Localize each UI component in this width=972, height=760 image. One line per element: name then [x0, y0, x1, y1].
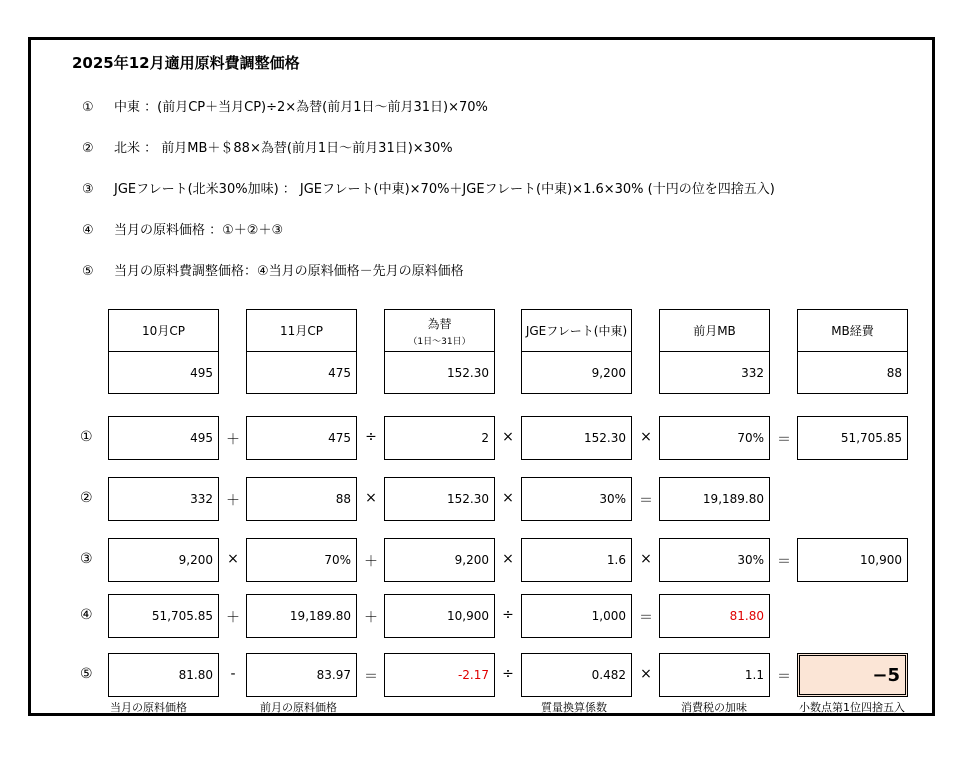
calc-cell: 0.482 [521, 653, 632, 697]
value-mb-cost: 88 [797, 351, 908, 394]
row-number: ④ [80, 607, 93, 623]
calc-cell: 152.30 [384, 477, 495, 521]
calc-cell: 81.80 [108, 653, 219, 697]
operator: ＋ [364, 610, 378, 626]
rule-3 [82, 178, 775, 197]
header-label: MB経費 [831, 324, 874, 338]
calc-cell: 475 [246, 416, 357, 460]
operator: ＝ [777, 669, 791, 685]
operator: ＝ [639, 610, 653, 626]
calc-cell: 30% [659, 538, 770, 582]
caption-previous-price: 前月の原料価格 [260, 701, 337, 714]
row-number: ② [80, 490, 93, 506]
header-11m-cp [246, 309, 357, 352]
caption-consumption-tax: 消費税の加味 [681, 701, 747, 714]
row-number: ⑤ [80, 666, 93, 682]
rule-text: JGEフレート(北米30%加味) ： JGEフレート(中東)×70%＋JGEフレート(中東)×1.6×30% (十円の位を四捨五入) [114, 182, 775, 197]
value-exchange-rate: 152.30 [384, 351, 495, 394]
rule-number: ① [82, 100, 94, 115]
operator: ＝ [364, 669, 378, 685]
header-label: JGEフレート(中東) [525, 324, 628, 338]
header-label: 前月MB [693, 324, 736, 338]
operator: ÷ [502, 607, 514, 623]
calc-cell: 70% [246, 538, 357, 582]
operator: × [502, 551, 514, 567]
row-number: ① [80, 429, 93, 445]
calc-result-cell: 10,900 [797, 538, 908, 582]
calc-cell: 1.1 [659, 653, 770, 697]
rule-2 [82, 137, 453, 156]
operator: × [502, 429, 514, 445]
header-label: 為替 [427, 316, 452, 331]
operator: × [640, 666, 652, 682]
rule-number: ④ [82, 223, 94, 238]
header-exchange-rate [384, 309, 495, 352]
value-prev-mb: 332 [659, 351, 770, 394]
calc-cell: 2 [384, 416, 495, 460]
header-jge-freight [521, 309, 632, 352]
header-mb-cost [797, 309, 908, 352]
calc-cell: 51,705.85 [108, 594, 219, 638]
header-sub-label: （1日～31日） [408, 336, 471, 347]
operator: ＝ [777, 432, 791, 448]
operator: ＋ [364, 554, 378, 570]
operator: × [227, 551, 239, 567]
header-prev-mb [659, 309, 770, 352]
calc-cell: 70% [659, 416, 770, 460]
operator: - [230, 666, 236, 682]
rule-text: 当月の原料価格 ：①＋②＋③ [114, 223, 284, 238]
calc-cell: 83.97 [246, 653, 357, 697]
calc-cell: 1.6 [521, 538, 632, 582]
rule-5 [82, 260, 464, 279]
calc-cell: 30% [521, 477, 632, 521]
calc-cell: 332 [108, 477, 219, 521]
rule-number: ③ [82, 182, 94, 197]
calc-cell: 88 [246, 477, 357, 521]
operator: ＝ [639, 493, 653, 509]
calc-cell: 19,189.80 [246, 594, 357, 638]
operator: ＝ [777, 554, 791, 570]
page-title: 2025年12月適用原料費調整価格 [72, 54, 300, 72]
operator: × [502, 490, 514, 506]
calc-result-cell: 81.80 [659, 594, 770, 638]
rule-number: ② [82, 141, 94, 156]
operator: × [640, 429, 652, 445]
calc-result-cell: 51,705.85 [797, 416, 908, 460]
operator: ＋ [226, 432, 240, 448]
calc-cell: 1,000 [521, 594, 632, 638]
rule-text: 北米 ： 前月MB＋＄88×為替(前月1日～前月31日)×30% [114, 141, 453, 156]
value-10m-cp: 495 [108, 351, 219, 394]
calc-cell: 9,200 [384, 538, 495, 582]
calc-cell: 9,200 [108, 538, 219, 582]
row-number: ③ [80, 551, 93, 567]
rule-1 [82, 96, 488, 115]
header-label: 10月CP [142, 324, 185, 338]
calc-cell: 10,900 [384, 594, 495, 638]
caption-mass-factor: 質量換算係数 [541, 701, 607, 714]
value-11m-cp: 475 [246, 351, 357, 394]
caption-rounding: 小数点第1位四捨五入 [799, 701, 905, 714]
operator: ＋ [226, 610, 240, 626]
final-adjustment-result: −5 [797, 653, 908, 697]
rule-text: 中東 ：(前月CP＋当月CP)÷2×為替(前月1日～前月31日)×70% [114, 100, 488, 115]
operator: ÷ [502, 666, 514, 682]
header-label: 11月CP [280, 324, 323, 338]
rule-text: 当月の原料費調整価格：④当月の原料価格－先月の原料価格 [114, 264, 464, 279]
calc-cell: -2.17 [384, 653, 495, 697]
header-10m-cp [108, 309, 219, 352]
caption-current-price: 当月の原料価格 [110, 701, 187, 714]
calc-cell: 152.30 [521, 416, 632, 460]
calc-result-cell: 19,189.80 [659, 477, 770, 521]
calc-cell: 495 [108, 416, 219, 460]
operator: × [365, 490, 377, 506]
rule-4 [82, 219, 283, 238]
rule-number: ⑤ [82, 264, 94, 279]
value-jge-freight: 9,200 [521, 351, 632, 394]
operator: × [640, 551, 652, 567]
operator: ÷ [365, 429, 377, 445]
operator: ＋ [226, 493, 240, 509]
